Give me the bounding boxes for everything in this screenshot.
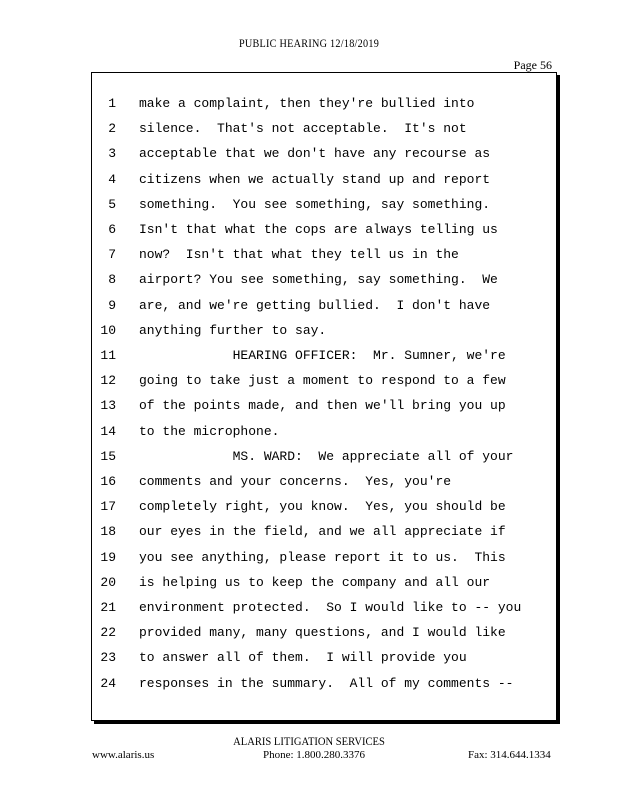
- line-number: 7: [108, 247, 116, 263]
- line-text: of the points made, and then we'll bring you up: [139, 398, 506, 414]
- line-text: citizens when we actually stand up and report: [139, 171, 491, 187]
- transcript-line: [92, 519, 556, 544]
- transcript-frame: [91, 72, 557, 721]
- line-number: 4: [108, 171, 116, 187]
- line-text: is helping us to keep the company and all our: [139, 574, 491, 590]
- line-text: responses in the summary. All of my comments --: [139, 675, 514, 691]
- transcript-line: [92, 318, 556, 343]
- line-number: 9: [108, 297, 116, 313]
- line-text: to answer all of them. I will provide you: [139, 650, 467, 666]
- line-text: provided many, many questions, and I would like: [139, 625, 506, 641]
- line-number: 15: [100, 448, 116, 464]
- line-number: 20: [100, 574, 116, 590]
- footer-phone: Phone: 1.800.280.3376: [263, 749, 366, 761]
- transcript-line: [92, 671, 556, 696]
- footer-website: www.alaris.us: [92, 749, 155, 761]
- transcript-line: [92, 595, 556, 620]
- line-text: Isn't that what the cops are always telling us: [139, 222, 498, 237]
- line-number: 18: [100, 524, 116, 540]
- line-text: silence. That's not acceptable. It's not: [139, 121, 467, 137]
- line-number: 10: [100, 322, 116, 338]
- transcript-line: [92, 293, 556, 318]
- line-number: 8: [108, 272, 116, 288]
- transcript-line: [92, 217, 556, 242]
- line-number: 1: [108, 96, 116, 111]
- transcript-line: [92, 343, 556, 368]
- transcript-line: [92, 570, 556, 595]
- footer-company: ALARIS LITIGATION SERVICES: [233, 734, 385, 748]
- line-text: make a complaint, then they're bullied into: [139, 96, 475, 111]
- transcript-line: [92, 368, 556, 393]
- transcript-line: [92, 645, 556, 670]
- line-number: 22: [100, 625, 116, 641]
- transcript-line: [92, 267, 556, 292]
- line-text: acceptable that we don't have any recourse as: [139, 146, 491, 162]
- transcript-line: [92, 469, 556, 494]
- line-number: 6: [108, 222, 116, 237]
- line-text: completely right, you know. Yes, you should be: [139, 499, 506, 515]
- line-number: 16: [100, 474, 116, 489]
- line-number: 11: [100, 348, 116, 363]
- line-number: 21: [100, 600, 116, 615]
- line-text: airport? You see something, say something. We: [139, 272, 498, 288]
- line-text: HEARING OFFICER: Mr. Sumner, we're: [139, 348, 506, 363]
- transcript-line: [92, 393, 556, 418]
- line-number: 17: [100, 499, 116, 515]
- line-text: going to take just a moment to respond to a few: [139, 373, 506, 389]
- line-text: our eyes in the field, and we all appreciate if: [139, 524, 506, 540]
- line-text: anything further to say.: [139, 322, 327, 338]
- line-text: comments and your concerns. Yes, you're: [139, 474, 452, 489]
- transcript-line: [92, 494, 556, 519]
- line-text: you see anything, please report it to us. This: [139, 549, 506, 565]
- transcript-line: [92, 167, 556, 192]
- transcript-line: [92, 545, 556, 570]
- transcript-line: [92, 444, 556, 469]
- line-text: now? Isn't that what they tell us in the: [139, 247, 459, 263]
- line-number: 13: [100, 398, 116, 414]
- line-number: 23: [100, 650, 116, 666]
- page-number: Page 56: [513, 58, 552, 72]
- footer-fax: Fax: 314.644.1334: [468, 749, 551, 761]
- line-number: 12: [100, 373, 116, 389]
- line-number: 19: [100, 549, 116, 565]
- line-text: environment protected. So I would like to -- you: [139, 600, 522, 615]
- header-title: PUBLIC HEARING 12/18/2019: [238, 36, 380, 50]
- line-number: 3: [108, 146, 116, 162]
- line-number: 14: [100, 423, 116, 439]
- line-number: 2: [108, 121, 116, 137]
- transcript-line: [92, 242, 556, 267]
- line-text: to the microphone.: [139, 423, 280, 439]
- transcript-line: [92, 620, 556, 645]
- transcript-line: [92, 192, 556, 217]
- transcript-line: [92, 91, 556, 116]
- transcript-line: [92, 419, 556, 444]
- line-text: MS. WARD: We appreciate all of your: [139, 448, 514, 464]
- transcript-line: [92, 116, 556, 141]
- line-text: are, and we're getting bullied. I don't have: [139, 297, 491, 313]
- line-number: 5: [108, 196, 116, 212]
- line-number: 24: [100, 675, 116, 691]
- line-text: something. You see something, say something.: [139, 196, 491, 212]
- transcript-line: [92, 141, 556, 166]
